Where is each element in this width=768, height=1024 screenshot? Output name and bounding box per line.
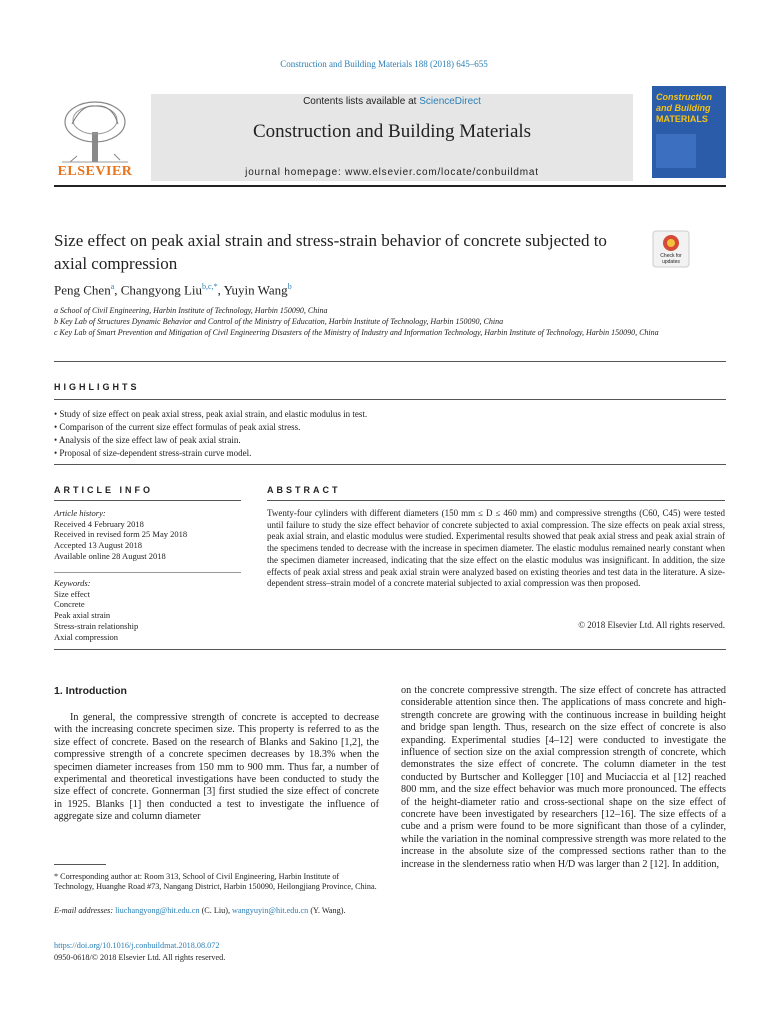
email-link[interactable]: liuchangyong@hit.edu.cn <box>115 906 200 915</box>
keyword: Stress-strain relationship <box>54 620 139 631</box>
journal-homepage[interactable]: journal homepage: www.elsevier.com/locate/conbuildmat <box>245 167 539 178</box>
keywords-divider <box>54 572 241 573</box>
history-entry: Accepted 13 August 2018 <box>54 540 143 551</box>
keyword: Axial compression <box>54 631 118 642</box>
highlight-item: • Comparison of the current size effect formulas of peak axial stress. <box>54 422 301 432</box>
article-title: Size effect on peak axial strain and stress-strain behavior of concrete subjected to axial compression <box>54 231 607 273</box>
article-history <box>54 508 249 562</box>
section-divider <box>54 361 726 362</box>
body-paragraph-right: on the concrete compressive strength. The size effect of concrete has attracted considerable attention since then. The applications of mass concrete and high-strength concrete are growing with the continuous increase in building height and bridge span length. Thus, research on the size effect of concrete is also expanding. Experimental studies [4–12] were conducted to investigate the influence of section size on the axial compression strength of concrete, which demonstrates the size effect of concrete. The column diameter in the test conducted by Burtscher and Kollegger [10] and Muciaccia et al [12] reached 800 mm, and the size effect behavior was much more pronounced. The effects of the height-diameter ratio and cross-sectional shape on the size effect of concrete have been investigated by researchers [12–16]. The size effects of a cube and a prism were found to be more significant than those of a cylinder, while the variation in the nominal compressive strength was more related to the increase in the absolute size of the compressed sections rather than to the increase in the slenderness ratio when H/D was larger than 2 [12]. In addition, <box>401 685 726 870</box>
email-label: E-mail addresses: <box>54 906 114 915</box>
email-owner: (Y. Wang). <box>310 906 346 915</box>
highlight-item: • Analysis of the size effect law of peak axial strain. <box>54 435 241 445</box>
footnote-divider <box>54 864 106 865</box>
abstract-text: Twenty-four cylinders with different diameters (150 mm ≤ D ≤ 460 mm) and compressive strengths (C60, C45) were tested until failure to study the size effect behavior of concrete subjected to axial compression. The size effects on peak axial stress, peak axial strain, and elastic modulus were studied. Experimental results showed that peak axial stress and peak axial strain of the specimens tended to decrease with the increase in specimen diameter. The elastic modulus remained nearly constant when the specimen diameter increased, indicating that the size effect on the elastic modulus was insignificant. In addition, the size effects of peak axial stress and peak axial strain were analyzed based on existing theories and test data in the literature. A size-dependent stress–strain model of a concrete material subjected to axial compression was then proposed. <box>267 508 725 589</box>
sciencedirect-link[interactable]: ScienceDirect <box>419 96 481 107</box>
header-divider <box>54 185 726 187</box>
affiliation: c Key Lab of Smart Prevention and Mitigation of Civil Engineering Disasters of the Ministry of Industry and Information Technology, Harbin Institute of Technology, Harbin 150090, China <box>54 328 659 337</box>
author-affiliation-mark[interactable]: a <box>110 282 115 291</box>
highlights-divider <box>54 399 726 400</box>
section-heading-introduction: 1. Introduction <box>54 685 127 697</box>
keywords <box>54 578 249 642</box>
history-entry: Received in revised form 25 May 2018 <box>54 529 188 540</box>
author-name[interactable]: Peng Chen <box>54 282 111 298</box>
keyword: Concrete <box>54 599 85 610</box>
journal-reference-link[interactable]: Construction and Building Materials 188 (2018) 645–655 <box>280 59 488 69</box>
section-divider <box>54 464 726 465</box>
keywords-label: Keywords: <box>54 578 91 588</box>
history-entry: Available online 28 August 2018 <box>54 550 166 561</box>
author-affiliation-mark[interactable]: b <box>287 282 292 291</box>
author-name[interactable]: Changyong Liu <box>120 282 203 298</box>
highlights-heading: HIGHLIGHTS <box>54 382 140 392</box>
highlight-item: • Proposal of size-dependent stress-strain curve model. <box>54 448 252 458</box>
issn-copyright: 0950-0618/© 2018 Elsevier Ltd. All rights reserved. <box>54 953 226 962</box>
highlight-item: • Study of size effect on peak axial stress, peak axial strain, and elastic modulus in test. <box>54 409 368 419</box>
cover-line: MATERIALS <box>656 114 708 124</box>
doi-link[interactable]: https://doi.org/10.1016/j.conbuildmat.2018.08.072 <box>54 941 220 950</box>
article-info-divider <box>54 500 241 501</box>
keyword: Peak axial strain <box>54 610 111 621</box>
cover-line: Construction <box>656 92 712 102</box>
abstract-divider <box>267 500 725 501</box>
article-info-heading: ARTICLE INFO <box>54 485 153 495</box>
history-entry: Received 4 February 2018 <box>54 518 144 529</box>
section-divider <box>54 649 726 650</box>
check-updates-label: Check for updates <box>660 253 682 265</box>
email-owner: (C. Liu), <box>201 906 230 915</box>
author-affiliation-mark[interactable]: b,c,* <box>202 282 218 291</box>
article-history-label: Article history: <box>54 508 106 518</box>
corresponding-author-note: * Corresponding author at: Room 313, School of Civil Engineering, Harbin Institute of Technology, Huanghe Road #73, Nangang District, Harbin 150090, Heilongjiang Province, China. <box>54 872 377 891</box>
body-paragraph-left: In general, the compressive strength of concrete is accepted to decrease with the increasing concrete specimen size. This property is referred to as the size effect of concrete. Based on the research of Blanks and Sakino [1,2], the compressive strength of a concrete specimen decreases by 18.3% when the specimen diameter increases from 150 mm to 900 mm. Thus far, a number of experimental and theoretical investigations have been conducted to study the size effect of concrete. Gonnerman [3] first studied the size effect of concrete in 1925. Blanks [1] then conducted a test to investigate the influence of aggregate size and column diameter <box>54 712 379 823</box>
affiliation: b Key Lab of Structures Dynamic Behavior and Control of the Ministry of Education, Harbin Institute of Technology, Harbin 150090, China <box>54 317 504 326</box>
author-name[interactable]: Yuyin Wang <box>223 282 288 298</box>
keyword: Size effect <box>54 588 90 599</box>
email-link[interactable]: wangyuyin@hit.edu.cn <box>232 906 309 915</box>
elsevier-logo <box>52 94 138 180</box>
author-list: Peng Chen$^a$, Changyong Liu$^{b,c,*}$, Yuyin Wang$^b$ <box>54 282 292 298</box>
contents-prefix: Contents lists available at <box>303 96 420 107</box>
contents-line <box>151 96 633 107</box>
email-addresses <box>54 906 379 916</box>
abstract-heading: ABSTRACT <box>267 485 341 495</box>
journal-title: Construction and Building Materials <box>252 121 532 142</box>
abstract-copyright: © 2018 Elsevier Ltd. All rights reserved. <box>578 620 725 630</box>
cover-line: and Building <box>656 103 711 113</box>
publisher-name: ELSEVIER <box>57 164 133 179</box>
affiliation: a School of Civil Engineering, Harbin Institute of Technology, Harbin 150090, China <box>54 306 328 315</box>
journal-cover-image <box>652 86 726 178</box>
check-for-updates-badge[interactable] <box>652 230 690 268</box>
